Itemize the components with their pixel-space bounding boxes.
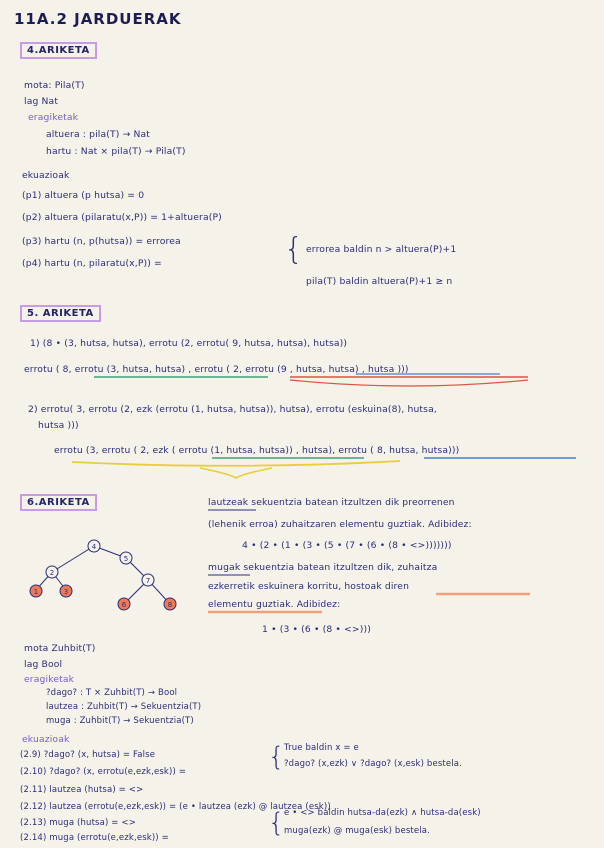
sec4-case: errorea baldin n > altuera(P)+1: [306, 244, 457, 255]
sec4-line: altuera : pila(T) → Nat: [46, 129, 151, 140]
tree-node-label: 8: [167, 601, 173, 609]
sec6-line: (2.10) ?dago? (x, errotu(e,ezk,esk)) =: [20, 767, 187, 777]
sec5-line: 1) (8 • (3, hutsa, hutsa), errotu (2, errotu( 9, hutsa, hutsa), hutsa)): [30, 338, 348, 349]
page-title: 11A.2 JARDUERAK: [14, 10, 182, 28]
sec6-line: ekuazioak: [22, 734, 70, 745]
sec6-paragraph: ezkerretik eskuinera korritu, hostoak diren: [208, 581, 410, 592]
sec6-paragraph: (lehenik erroa) zuhaitzaren elementu guztiak. Adibidez:: [208, 519, 472, 530]
sec4-line: (p3) hartu (n, p(hutsa)) = errorea: [22, 236, 181, 247]
tree-node-label: 6: [121, 601, 127, 609]
brace: {: [284, 232, 304, 267]
sec6-line: ?dago? : T × Zuhbit(T) → Bool: [46, 688, 178, 698]
sec6-line: (2.14) muga (errotu(e,ezk,esk)) =: [20, 833, 169, 843]
section-4-label: 4.ARIKETA: [20, 42, 97, 59]
sec6-line: mota Zuhbit(T): [24, 643, 96, 654]
tree-node-label: 2: [49, 569, 55, 577]
sec6-line: muga : Zuhbit(T) → Sekuentzia(T): [46, 716, 194, 726]
sec6-line: (2.12) lautzea (errotu(e,ezk,esk)) = (e • lautzea (ezk) @ lautzea (esk)): [20, 802, 331, 812]
sec4-case: pila(T) baldin altuera(P)+1 ≥ n: [306, 276, 453, 287]
sec6-paragraph: lautzeak sekuentzia batean itzultzen dik preorrenen: [208, 497, 455, 508]
sec6-case: e • <> baldin hutsa-da(ezk) ∧ hutsa-da(esk): [284, 808, 481, 818]
brace: {: [268, 808, 285, 838]
brace: {: [268, 742, 285, 772]
tree-node-label: 5: [123, 555, 129, 563]
tree-node-label: 3: [63, 588, 69, 596]
sec4-line: mota: Pila(T): [24, 80, 85, 91]
sec6-case: muga(ezk) @ muga(esk) bestela.: [284, 826, 430, 836]
tree-node-label: 7: [145, 577, 151, 585]
sec5-line: errotu ( 8, errotu (3, hutsa, hutsa) , errotu ( 2, errotu (9 , hutsa, hutsa) , hutsa ))): [24, 364, 409, 375]
sec4-line: (p2) altuera (pilaratu(x,P)) = 1+altuera(P): [22, 212, 222, 223]
sec6-case: True baldin x = e: [284, 743, 359, 753]
sec6-line: (2.9) ?dago? (x, hutsa) = False: [20, 750, 156, 760]
sec6-line: (2.11) lautzea (hutsa) = <>: [20, 785, 144, 795]
tree-node-label: 4: [91, 543, 97, 551]
tree-node-label: 1: [33, 588, 39, 596]
sec4-line: hartu : Nat × pila(T) → Pila(T): [46, 146, 186, 157]
section-6-label: 6.ARIKETA: [20, 494, 97, 511]
sec6-line: lag Bool: [24, 659, 63, 670]
sec6-line: eragiketak: [24, 674, 75, 685]
section-5-label: 5. ARIKETA: [20, 305, 101, 322]
sec5-line: 2) errotu( 3, errotu (2, ezk (errotu (1, hutsa, hutsa)), hutsa), errotu (eskuina(8), hutsa,: [28, 404, 437, 415]
sec6-line: lautzea : Zuhbit(T) → Sekuentzia(T): [46, 702, 202, 712]
sec6-line: (2.13) muga (hutsa) = <>: [20, 818, 136, 828]
sec4-line: ekuazioak: [22, 170, 70, 181]
sec6-paragraph: mugak sekuentzia batean itzultzen dik, zuhaitza: [208, 562, 438, 573]
sec6-case: ?dago? (x,ezk) ∨ ?dago? (x,esk) bestela.: [284, 759, 462, 769]
sec6-paragraph: 4 • (2 • (1 • (3 • (5 • (7 • (6 • (8 • <>))))))): [242, 540, 452, 551]
sec6-paragraph: 1 • (3 • (6 • (8 • <>))): [262, 624, 371, 635]
sec5-line: errotu (3, errotu ( 2, ezk ( errotu (1, hutsa, hutsa)) , hutsa), errotu ( 8, hutsa, hutsa))): [54, 445, 460, 456]
sec5-line: hutsa ))): [38, 420, 79, 431]
sec6-paragraph: elementu guztiak. Adibidez:: [208, 599, 341, 610]
sec4-line: (p4) hartu (n, pilaratu(x,P)) =: [22, 258, 162, 269]
sec4-line: eragiketak: [28, 112, 79, 123]
sec4-line: lag Nat: [24, 96, 59, 107]
sec4-line: (p1) altuera (p hutsa) = 0: [22, 190, 145, 201]
